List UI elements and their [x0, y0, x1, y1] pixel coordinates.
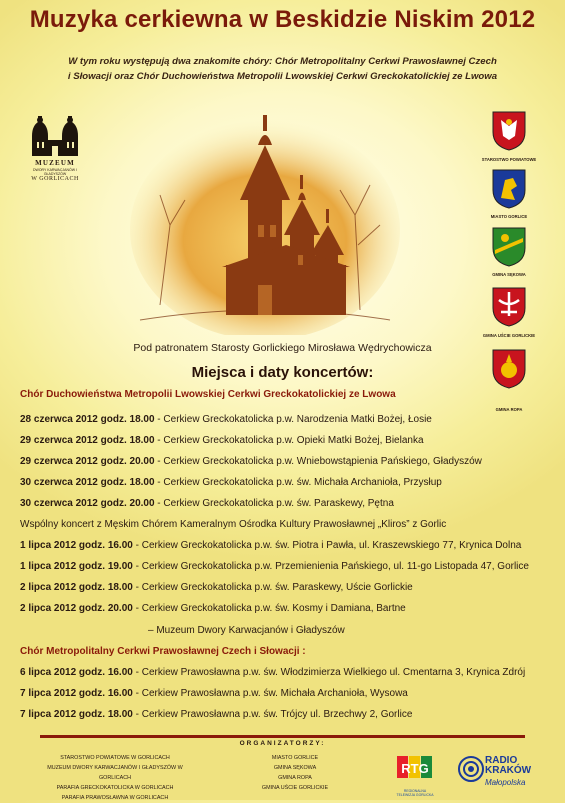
crest-label-ropa: GMINA ROPA: [495, 407, 523, 412]
rtg-logo-subtitle: REGIONALNA TELEWIZJA GORLICKA: [396, 789, 434, 797]
intro-text: [14, 54, 551, 84]
concert-place: - Cerkiew Greckokatolicka p.w. św. Paraskewy, Uście Gorlickie: [132, 582, 413, 593]
intro-line-1: W tym roku występują dwa znakomite chóry: Chór Metropolitalny Cerkwi Prawosławnej Czech: [68, 56, 497, 67]
choir-lviv-heading: Chór Duchowieństwa Metropolii Lwowskiej Cerkwi Greckokatolickiej ze Lwowa: [20, 389, 396, 400]
sekowa-crest-icon: [491, 226, 527, 268]
concert-date: 2 lipca 2012 godz. 18.00: [20, 582, 133, 593]
gorlice-crest-icon: [491, 168, 527, 210]
concert-place: - Cerkiew Greckokatolicka p.w. Wniebowstąpienia Pańskiego, Gładyszów: [154, 456, 482, 467]
patronage-text: Pod patronatem Starosty Gorlickiego Mirosława Wędrychowicza: [133, 342, 432, 354]
intro-line-2: i Słowacji oraz Chór Duchowieństwa Metropolii Lwowskiej Cerkwi Greckokatolickiej ze Lwowa: [67, 71, 498, 82]
concert-row: [20, 709, 412, 720]
concert-place: - Cerkiew Greckokatolicka p.w. Przemienienia Pańskiego, ul. 11-go Listopada 47, Gorlice: [132, 561, 529, 572]
concert-row: [20, 414, 432, 425]
concert-date: 1 lipca 2012 godz. 16.00: [20, 540, 133, 551]
concert-place: - Cerkiew Greckokatolicka p.w. św. Paraskewy, Pętna: [154, 498, 394, 509]
concert-date: 30 czerwca 2012 godz. 18.00: [20, 477, 155, 488]
concert-place: - Cerkiew Greckokatolicka p.w. św. Michała Archanioła, Przysłup: [154, 477, 442, 488]
concert-place: - Cerkiew Greckokatolicka p.w. Narodzenia Matki Bożej, Łosie: [154, 414, 432, 425]
crest-label-gorlice: MIASTO GORLICE: [490, 214, 528, 219]
museum-logo-line-2: DWORY KARWACJANÓW I GŁADYSZÓW: [32, 168, 77, 176]
crest-label-starostwo: STAROSTWO POWIATOWE: [481, 157, 537, 162]
concert-row: [20, 688, 408, 699]
starostwo-crest-icon: [491, 110, 527, 152]
crest-label-uscie: GMINA UŚCIE GORLICKIE: [482, 333, 536, 338]
concert-row: [20, 540, 521, 551]
museum-logo-line-1: MUZEUM: [35, 159, 75, 167]
organizer-item: MIASTO GORLICE: [271, 755, 319, 761]
concert-row: [20, 477, 442, 488]
concert-date: 1 lipca 2012 godz. 19.00: [20, 561, 133, 572]
organizer-item: GMINA ROPA: [278, 775, 312, 781]
choir-czech-heading: Chór Metropolitalny Cerkwi Prawosławnej Czech i Słowacji :: [20, 646, 306, 657]
museum-manor-icon: [24, 112, 86, 158]
organizers-col-2: [250, 753, 340, 793]
poster-title: Muzyka cerkiewna w Beskidzie Niskim 2012: [29, 6, 536, 33]
concert-row: [20, 582, 413, 593]
organizer-item: MUZEUM DWORY KARWACJANÓW I GŁADYSZÓW W GORLICACH: [47, 765, 183, 781]
organizer-item: GMINA SĘKOWA: [273, 765, 317, 771]
concert-date: 29 czerwca 2012 godz. 20.00: [20, 456, 155, 467]
concert-row: [20, 498, 394, 509]
radio-logo-line-1: RADIO: [485, 755, 518, 766]
organizers-divider: [40, 735, 525, 738]
rtg-logo-text: RTG: [401, 761, 429, 776]
concert-row: [20, 667, 525, 678]
concert-place: - Cerkiew Greckokatolicka p.w. św. Kosmy i Damiana, Bartne: [132, 603, 406, 614]
concert-place: - Cerkiew Greckokatolicka p.w. św. Piotra i Pawła, ul. Kraszewskiego 77, Krynica Dolna: [132, 540, 522, 551]
concert-date: 2 lipca 2012 godz. 20.00: [20, 603, 133, 614]
uscie-crest-icon: [491, 286, 527, 328]
radio-logo-line-2: KRAKÓW: [485, 765, 532, 776]
concert-place: - Cerkiew Prawosławna p.w. św. Trójcy ul. Brzechwy 2, Gorlice: [132, 709, 413, 720]
concert-date: 29 czerwca 2012 godz. 18.00: [20, 435, 155, 446]
crest-label-sekowa: GMINA SĘKOWA: [492, 272, 526, 277]
concert-row: [20, 456, 482, 467]
organizer-item: STAROSTWO POWIATOWE W GORLICACH: [60, 755, 170, 761]
rtg-logo: [396, 754, 434, 797]
concert-place: - Cerkiew Greckokatolicka p.w. Opieki Matki Bożej, Bielanka: [154, 435, 424, 446]
organizers-title: ORGANIZATORZY:: [239, 740, 326, 747]
rtg-logo-icon: [396, 754, 434, 784]
concert-date: 7 lipca 2012 godz. 16.00: [20, 688, 133, 699]
radio-logo-line-3: Małopolska: [485, 778, 526, 787]
organizer-item: GMINA UŚCIE GORLICKIE: [261, 785, 329, 791]
concerts-heading: Miejsca i daty koncertów:: [191, 364, 374, 381]
church-illustration: [130, 105, 400, 335]
joint-concert-note: Wspólny koncert z Męskim Chórem Kameralnym Ośrodka Kultury Prawosławnej „Kliros” z Gorlic: [20, 519, 447, 530]
concert-row: [20, 561, 529, 572]
concert-date: 30 czerwca 2012 godz. 20.00: [20, 498, 155, 509]
concert-row: [20, 603, 406, 614]
concert-place: - Cerkiew Prawosławna p.w. św. Michała Archanioła, Wysowa: [132, 688, 408, 699]
concert-row: [20, 435, 424, 446]
museum-location-note: – Muzeum Dwory Karwacjanów i Gładyszów: [148, 625, 345, 636]
concert-place: - Cerkiew Prawosławna p.w. św. Włodzimierza Wielkiego ul. Cmentarna 3, Krynica Zdrój: [132, 667, 526, 678]
concert-date: 6 lipca 2012 godz. 16.00: [20, 667, 133, 678]
museum-logo: [24, 112, 86, 192]
museum-logo-line-3: W GORLICACH: [31, 176, 79, 182]
organizer-item: PARAFIA PRAWOSŁAWNA W GORLICACH: [61, 795, 169, 801]
radio-krakow-icon: [458, 756, 484, 782]
concert-date: 7 lipca 2012 godz. 18.00: [20, 709, 133, 720]
organizer-item: PARAFIA GRECKOKATOLICKA W GORLICACH: [56, 785, 174, 791]
concert-date: 28 czerwca 2012 godz. 18.00: [20, 414, 155, 425]
organizers-col-1: [40, 753, 190, 803]
radio-krakow-logo: [458, 752, 546, 792]
